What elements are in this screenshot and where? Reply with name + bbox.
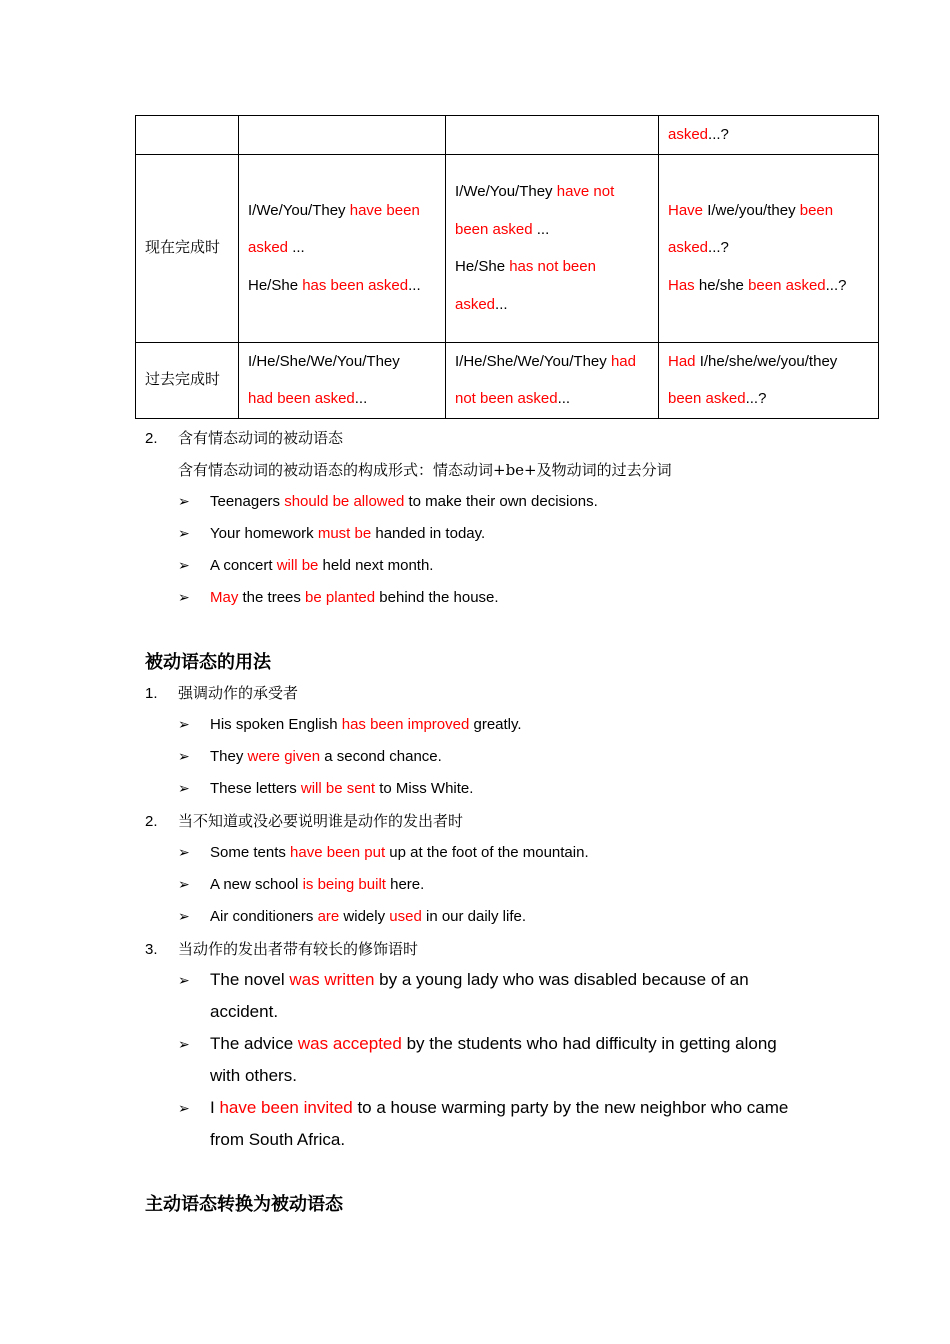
arrow-bullet-icon: ➢ (178, 716, 190, 732)
cell-text: ... (557, 390, 571, 407)
text-span: was written (289, 970, 375, 989)
cell-text: I/We/You/They (455, 183, 557, 200)
cell-text: he/she (694, 276, 749, 294)
text-span: is being built (302, 876, 386, 893)
table-cell (446, 154, 659, 342)
cell-text: I/He/She/We/You/They (455, 352, 611, 370)
text-span: held next month. (318, 557, 434, 574)
cell-text: ... (288, 239, 305, 257)
cell-text: been asked (455, 220, 533, 238)
text-span: were given (247, 748, 321, 765)
item-number: 1. (145, 685, 158, 702)
text-span: used (389, 908, 422, 925)
item-title: 当不知道或没必要说明谁是动作的发出者时 (178, 812, 464, 830)
item-title: 强调动作的承受者 (178, 684, 299, 702)
text-span: I (210, 1098, 220, 1117)
arrow-bullet-icon: ➢ (178, 748, 190, 764)
cell-text: asked (248, 239, 289, 257)
text-span: Some tents (210, 844, 291, 861)
cell-text: He/She (455, 258, 510, 275)
example-item (178, 523, 485, 544)
cell-text: ...? (708, 239, 729, 257)
example-item (178, 906, 526, 927)
cell-text: ... (354, 390, 368, 407)
text-span: by a young lady who was disabled because of an accident. (210, 970, 749, 1021)
arrow-bullet-icon: ➢ (178, 972, 190, 988)
example-item (178, 964, 818, 1028)
table-row (136, 116, 879, 155)
text-span: must be (317, 525, 372, 542)
text-span: Your homework (210, 525, 318, 542)
cell-text: I/We/You/They (248, 201, 350, 219)
example-item (178, 587, 499, 608)
table-cell (659, 342, 879, 418)
example-item (178, 874, 424, 895)
text-span: to Miss White. (375, 780, 474, 797)
table-cell (239, 154, 446, 342)
example-item (178, 778, 473, 799)
table-cell (239, 116, 446, 155)
cell-text: asked (455, 295, 496, 313)
cell-text: asked (668, 126, 709, 143)
text-span: behind the house. (375, 589, 499, 606)
arrow-bullet-icon: ➢ (178, 780, 190, 796)
arrow-bullet-icon: ➢ (178, 1100, 190, 1116)
example-item (178, 555, 433, 576)
cell-text: ... (408, 276, 421, 294)
arrow-bullet-icon: ➢ (178, 876, 190, 892)
cell-text: ...? (825, 276, 847, 294)
arrow-bullet-icon: ➢ (178, 493, 190, 509)
cell-text: not been asked (455, 390, 558, 407)
cell-text: ...? (708, 126, 729, 143)
text-span: His spoken English (210, 716, 342, 733)
text-span: The advice (210, 1034, 298, 1053)
example-item (178, 1092, 818, 1156)
cell-text: has been asked (302, 276, 409, 294)
cell-text: He/She (248, 276, 303, 294)
cell-text: had been asked (248, 390, 355, 407)
text-span: widely (339, 908, 390, 925)
example-item (178, 491, 598, 512)
text-span: the trees (238, 589, 306, 606)
text-span: be planted (305, 589, 376, 606)
text-span: These letters (210, 780, 301, 797)
section-item (145, 810, 463, 831)
table-row (136, 154, 879, 342)
item-number: 2. (145, 430, 158, 447)
text-span: has been improved (341, 716, 470, 733)
example-item (178, 1028, 818, 1092)
text-span: Teenagers (210, 493, 285, 510)
text-span: The novel (210, 970, 290, 989)
table-cell (659, 154, 879, 342)
text-span: They (210, 748, 248, 765)
section-description: 含有情态动词的被动语态的构成形式：情态动词+be+及物动词的过去分词 (178, 461, 672, 479)
text-span: in our daily life. (421, 908, 527, 925)
text-span: was accepted (297, 1034, 402, 1053)
example-item (178, 746, 442, 767)
table-cell (446, 116, 659, 155)
tense-table (135, 115, 879, 419)
table-row (136, 342, 879, 418)
cell-text: ...? (745, 390, 767, 407)
example-item (178, 714, 522, 735)
arrow-bullet-icon: ➢ (178, 1036, 190, 1052)
section-heading: 主动语态转换为被动语态 (145, 1194, 343, 1215)
text-span: up at the foot of the mountain. (385, 844, 589, 861)
cell-text: had (610, 352, 636, 370)
cell-text: asked (668, 239, 709, 257)
cell-text: been asked (668, 390, 746, 407)
arrow-bullet-icon: ➢ (178, 589, 190, 605)
text-span: should be allowed (284, 493, 405, 510)
text-span: A new school (210, 876, 303, 893)
item-title: 含有情态动词的被动语态 (178, 429, 344, 447)
text-span: have been put (290, 844, 386, 861)
cell-text: Have (668, 201, 704, 219)
arrow-bullet-icon: ➢ (178, 557, 190, 573)
cell-text: has not been (509, 258, 596, 275)
table-cell (446, 342, 659, 418)
cell-text: ... (495, 295, 508, 313)
cell-text: Had (668, 352, 696, 370)
text-span: will be (276, 557, 319, 574)
cell-text: been (799, 201, 834, 219)
item-title: 当动作的发出者带有较长的修饰语时 (178, 940, 419, 958)
text-span: here. (385, 876, 425, 893)
cell-text: Has (668, 276, 695, 294)
tense-label: 过去完成时 (136, 342, 239, 418)
cell-text: I/we/you/they (703, 201, 800, 219)
arrow-bullet-icon: ➢ (178, 525, 190, 541)
text-span: are (317, 908, 340, 925)
item-number: 3. (145, 941, 158, 958)
section-item (145, 682, 298, 703)
text-span: handed in today. (371, 525, 486, 542)
cell-text: been asked (748, 276, 826, 294)
text-span: a second chance. (320, 748, 442, 765)
text-span: to a house warming party by the new neighbor who came from South Africa. (210, 1098, 789, 1149)
cell-text: I/he/she/we/you/they (695, 352, 838, 370)
table-cell (239, 342, 446, 418)
text-span: will be sent (300, 780, 376, 797)
text-span: May (210, 589, 239, 606)
text-span: A concert (210, 557, 277, 574)
cell-text: have not (556, 183, 615, 200)
text-span: by the students who had difficulty in getting along with others. (210, 1034, 777, 1085)
arrow-bullet-icon: ➢ (178, 844, 190, 860)
text-span: to make their own decisions. (404, 493, 598, 510)
example-item (178, 842, 589, 863)
text-span: greatly. (469, 716, 522, 733)
section-item (145, 427, 343, 448)
section-item (145, 938, 418, 959)
text-span: have been invited (219, 1098, 353, 1117)
tense-label: 现在完成时 (136, 154, 239, 342)
cell-text: have been (349, 201, 420, 219)
cell-text: ... (532, 220, 550, 238)
section-heading: 被动语态的用法 (145, 652, 271, 673)
text-span: Air conditioners (210, 908, 318, 925)
arrow-bullet-icon: ➢ (178, 908, 190, 924)
cell-text: I/He/She/We/You/They (248, 352, 400, 370)
table-cell (659, 116, 879, 155)
table-cell (136, 116, 239, 155)
item-number: 2. (145, 813, 158, 830)
